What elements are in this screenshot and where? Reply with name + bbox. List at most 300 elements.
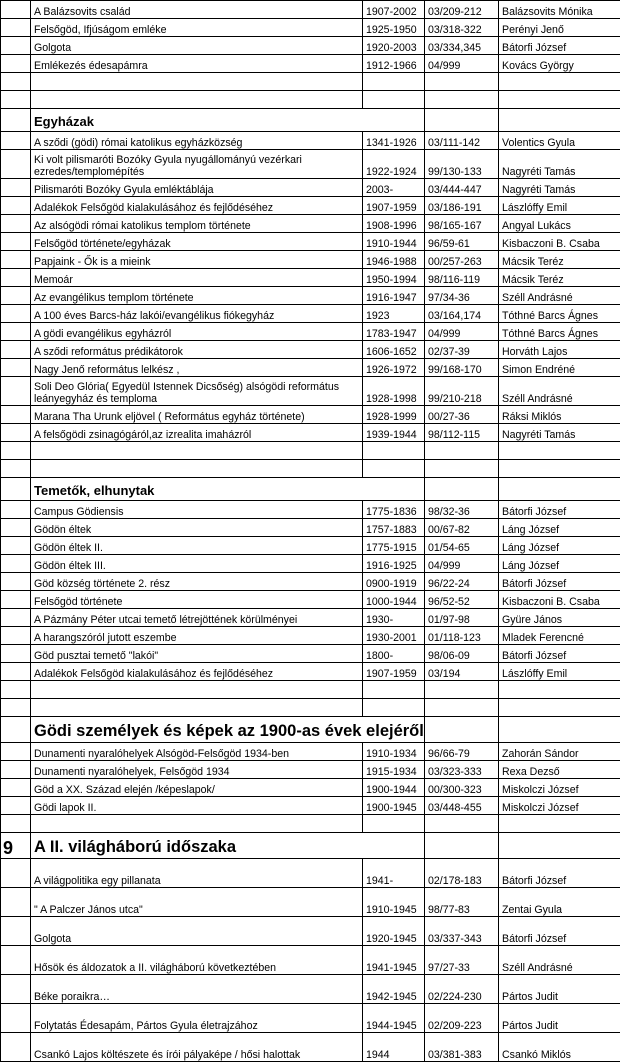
row-number-cell (1, 743, 31, 761)
article-title: Campus Gödiensis (31, 501, 363, 519)
article-years: 1930- (363, 609, 425, 627)
empty-cell (425, 681, 499, 699)
empty-cell (363, 681, 425, 699)
table-row (1, 779, 620, 797)
article-years: 1907-1959 (363, 197, 425, 215)
empty-cell (31, 699, 363, 717)
article-author: Gyüre János (499, 609, 620, 627)
row-number-cell (1, 305, 31, 323)
article-reference: 02/37-39 (425, 341, 499, 359)
article-years: 1942-1945 (363, 975, 425, 1004)
empty-cell (363, 91, 425, 109)
section-heading: A II. világháború időszaka (31, 833, 425, 859)
article-reference: 99/130-133 (425, 150, 499, 179)
row-number-cell (1, 627, 31, 645)
article-reference: 03/164,174 (425, 305, 499, 323)
article-years: 1908-1996 (363, 215, 425, 233)
row-number-cell (1, 888, 31, 917)
row-number-cell (1, 797, 31, 815)
table-row (1, 179, 620, 197)
article-title: A gödi evangélikus egyházról (31, 323, 363, 341)
article-title: Emlékezés édesapámra (31, 55, 363, 73)
row-number-cell (1, 975, 31, 1004)
table-row (1, 269, 620, 287)
row-number-cell (1, 761, 31, 779)
article-author: Simon Endréné (499, 359, 620, 377)
article-title: Felsőgöd története (31, 591, 363, 609)
empty-cell (31, 460, 363, 478)
article-title: Az alsógödi római katolikus templom története (31, 215, 363, 233)
empty-cell (425, 815, 499, 833)
article-years: 1916-1947 (363, 287, 425, 305)
article-author: Pártos Judit (499, 1004, 620, 1033)
article-reference: 01/118-123 (425, 627, 499, 645)
article-author: Rexa Dezső (499, 761, 620, 779)
table-row (1, 197, 620, 215)
article-years: 1928-1999 (363, 406, 425, 424)
empty-cell (499, 699, 620, 717)
article-author: Miskolczi József (499, 797, 620, 815)
row-number-cell (1, 179, 31, 197)
article-title: Göd a XX. Század elején /képeslapok/ (31, 779, 363, 797)
article-reference: 03/209-212 (425, 1, 499, 19)
empty-cell (363, 442, 425, 460)
article-title: Marana Tha Urunk eljövel ( Református egyház története) (31, 406, 363, 424)
article-title: Göd pusztai temető "lakói" (31, 645, 363, 663)
article-title: Ki volt pilismaróti Bozóky Gyula nyugállományú vezérkari ezredes/templomépítés (31, 150, 363, 179)
article-years: 1944 (363, 1033, 425, 1062)
table-row (1, 19, 620, 37)
article-title: " A Palczer János utca" (31, 888, 363, 917)
article-reference: 03/323-333 (425, 761, 499, 779)
article-reference: 03/186-191 (425, 197, 499, 215)
article-title: Hősök és áldozatok a II. világháború következtében (31, 946, 363, 975)
article-title: Pilismaróti Bozóky Gyula emléktáblája (31, 179, 363, 197)
row-number-cell (1, 1033, 31, 1062)
empty-cell (1, 815, 31, 833)
empty-cell (31, 442, 363, 460)
empty-cell (1, 460, 31, 478)
article-author: Széll Andrásné (499, 946, 620, 975)
article-years: 1606-1652 (363, 341, 425, 359)
row-number-cell (1, 609, 31, 627)
article-author: Ráksi Miklós (499, 406, 620, 424)
blank-row (1, 73, 620, 91)
table-row (1, 359, 620, 377)
article-years: 0900-1919 (363, 573, 425, 591)
row-number-cell (1, 663, 31, 681)
article-author: Bátorfi József (499, 645, 620, 663)
table-row (1, 1004, 620, 1033)
article-years: 1915-1934 (363, 761, 425, 779)
row-number-cell (1, 323, 31, 341)
article-author: Kisbaczoni B. Csaba (499, 591, 620, 609)
table-row (1, 305, 620, 323)
empty-cell (1, 681, 31, 699)
article-reference: 04/999 (425, 555, 499, 573)
empty-cell (499, 717, 620, 743)
article-author: Zentai Gyula (499, 888, 620, 917)
table-row (1, 797, 620, 815)
row-number-cell (1, 406, 31, 424)
article-reference: 98/06-09 (425, 645, 499, 663)
empty-cell (425, 699, 499, 717)
article-author: Nagyréti Tamás (499, 150, 620, 179)
article-years: 1775-1915 (363, 537, 425, 555)
article-title: A 100 éves Barcs-ház lakói/evangélikus fiókegyház (31, 305, 363, 323)
empty-cell (425, 717, 499, 743)
article-title: Göd község története 2. rész (31, 573, 363, 591)
article-author: Tóthné Barcs Ágnes (499, 323, 620, 341)
section-heading-row (1, 833, 620, 859)
article-author: Miskolczi József (499, 779, 620, 797)
article-reference: 00/67-82 (425, 519, 499, 537)
article-reference: 97/27-33 (425, 946, 499, 975)
table-row (1, 591, 620, 609)
article-years: 1000-1944 (363, 591, 425, 609)
row-number-cell (1, 37, 31, 55)
empty-cell (1, 699, 31, 717)
article-author: Bátorfi József (499, 37, 620, 55)
table-row (1, 859, 620, 888)
article-author: Kisbaczoni B. Csaba (499, 233, 620, 251)
row-number-cell (1, 424, 31, 442)
section-heading: Temetők, elhunytak (31, 478, 425, 501)
article-title: Gödön éltek III. (31, 555, 363, 573)
article-years: 1900-1945 (363, 797, 425, 815)
row-number-cell (1, 19, 31, 37)
article-years: 1941-1945 (363, 946, 425, 975)
empty-cell (31, 73, 363, 91)
row-number-cell (1, 359, 31, 377)
article-reference: 96/52-52 (425, 591, 499, 609)
article-years: 1912-1966 (363, 55, 425, 73)
article-reference: 03/337-343 (425, 917, 499, 946)
row-number-cell (1, 377, 31, 406)
row-number-cell (1, 555, 31, 573)
article-years: 1920-2003 (363, 37, 425, 55)
table-row (1, 251, 620, 269)
empty-cell (425, 833, 499, 859)
section-number: 9 (1, 833, 31, 859)
article-title: A világpolitika egy pillanata (31, 859, 363, 888)
article-title: Folytatás Édesapám, Pártos Gyula életrajzához (31, 1004, 363, 1033)
article-author: Volentics Gyula (499, 132, 620, 150)
article-title: A Pázmány Péter utcai temető létrejöttének körülményei (31, 609, 363, 627)
article-years: 1946-1988 (363, 251, 425, 269)
article-title: Nagy Jenő református lelkész , (31, 359, 363, 377)
row-number-cell (1, 779, 31, 797)
article-years: 1944-1945 (363, 1004, 425, 1033)
article-reference: 03/381-383 (425, 1033, 499, 1062)
article-author: Balázsovits Mónika (499, 1, 620, 19)
article-reference: 98/32-36 (425, 501, 499, 519)
table-row (1, 1, 620, 19)
row-number-cell (1, 215, 31, 233)
article-author: Mácsik Teréz (499, 269, 620, 287)
article-author: Bátorfi József (499, 501, 620, 519)
article-title: Soli Deo Glória( Egyedül Istennek Dicsőség) alsógödi református leányegyház és temploma (31, 377, 363, 406)
table-row (1, 743, 620, 761)
article-title: Memoár (31, 269, 363, 287)
table-row (1, 609, 620, 627)
empty-cell (363, 460, 425, 478)
article-title: Felsőgöd, Ifjúságom emléke (31, 19, 363, 37)
article-years: 1800- (363, 645, 425, 663)
article-author: Láng József (499, 555, 620, 573)
blank-row (1, 681, 620, 699)
article-author: Pártos Judit (499, 975, 620, 1004)
article-years: 1916-1925 (363, 555, 425, 573)
table-row (1, 501, 620, 519)
article-author: Széll Andrásné (499, 377, 620, 406)
table-row (1, 37, 620, 55)
empty-cell (499, 91, 620, 109)
table-row (1, 323, 620, 341)
article-reference: 96/59-61 (425, 233, 499, 251)
article-author: Bátorfi József (499, 917, 620, 946)
table-row (1, 946, 620, 975)
row-number-cell (1, 1, 31, 19)
article-years: 1923 (363, 305, 425, 323)
row-number-cell (1, 501, 31, 519)
table-row (1, 645, 620, 663)
row-number-cell (1, 1004, 31, 1033)
article-title: A sződi (gödi) római katolikus egyházközség (31, 132, 363, 150)
table-row (1, 537, 620, 555)
article-author: Nagyréti Tamás (499, 179, 620, 197)
empty-cell (425, 460, 499, 478)
row-number-cell (1, 591, 31, 609)
table-row (1, 424, 620, 442)
article-title: A Balázsovits család (31, 1, 363, 19)
article-years: 1341-1926 (363, 132, 425, 150)
row-number-cell (1, 251, 31, 269)
article-years: 2003- (363, 179, 425, 197)
article-reference: 98/116-119 (425, 269, 499, 287)
article-title: A sződi református prédikátorok (31, 341, 363, 359)
empty-cell (363, 699, 425, 717)
article-reference: 00/27-36 (425, 406, 499, 424)
article-author: Bátorfi József (499, 573, 620, 591)
empty-cell (499, 73, 620, 91)
article-years: 1925-1950 (363, 19, 425, 37)
empty-cell (499, 109, 620, 132)
article-author: Kovács György (499, 55, 620, 73)
article-author: Lászlóffy Emil (499, 197, 620, 215)
table-row (1, 1033, 620, 1062)
row-number-cell (1, 519, 31, 537)
article-years: 1910-1945 (363, 888, 425, 917)
article-title: Felsőgöd története/egyházak (31, 233, 363, 251)
article-reference: 04/999 (425, 323, 499, 341)
section-heading: Egyházak (31, 109, 425, 132)
article-author: Lászlóffy Emil (499, 663, 620, 681)
table-row (1, 917, 620, 946)
article-title: Gödön éltek (31, 519, 363, 537)
empty-cell (425, 73, 499, 91)
section-heading: Gödi személyek és képek az 1900-as évek elejéről (31, 717, 425, 743)
row-number-cell (1, 341, 31, 359)
article-reference: 99/210-218 (425, 377, 499, 406)
article-author: Zahorán Sándor (499, 743, 620, 761)
empty-cell (1, 91, 31, 109)
article-author: Perényi Jenő (499, 19, 620, 37)
article-years: 1910-1944 (363, 233, 425, 251)
table-row (1, 233, 620, 251)
row-number-cell (1, 645, 31, 663)
article-years: 1950-1994 (363, 269, 425, 287)
row-number-cell (1, 917, 31, 946)
table-row (1, 406, 620, 424)
empty-cell (1, 73, 31, 91)
article-reference: 02/209-223 (425, 1004, 499, 1033)
section-heading-row (1, 717, 620, 743)
article-reference: 03/448-455 (425, 797, 499, 815)
empty-cell (363, 73, 425, 91)
article-years: 1930-2001 (363, 627, 425, 645)
article-reference: 98/165-167 (425, 215, 499, 233)
section-heading-row (1, 109, 620, 132)
article-author: Horváth Lajos (499, 341, 620, 359)
blank-row (1, 815, 620, 833)
article-author: Bátorfi József (499, 859, 620, 888)
table-row (1, 132, 620, 150)
article-title: Gödön éltek II. (31, 537, 363, 555)
article-title: Béke poraikra… (31, 975, 363, 1004)
empty-cell (499, 460, 620, 478)
article-reference: 02/178-183 (425, 859, 499, 888)
article-title: Golgota (31, 37, 363, 55)
section-number (1, 717, 31, 743)
empty-cell (425, 478, 499, 501)
row-number-cell (1, 233, 31, 251)
empty-cell (499, 815, 620, 833)
empty-cell (1, 442, 31, 460)
section-number (1, 478, 31, 501)
article-reference: 03/444-447 (425, 179, 499, 197)
section-number (1, 109, 31, 132)
article-reference: 00/257-263 (425, 251, 499, 269)
table-row (1, 150, 620, 179)
empty-cell (31, 681, 363, 699)
article-years: 1920-1945 (363, 917, 425, 946)
article-title: Csankó Lajos költészete és írói pályaképe / hősi halottak (31, 1033, 363, 1062)
article-reference: 99/168-170 (425, 359, 499, 377)
section-heading-row (1, 478, 620, 501)
article-title: Az evangélikus templom története (31, 287, 363, 305)
table-row (1, 573, 620, 591)
empty-cell (425, 109, 499, 132)
empty-cell (31, 815, 363, 833)
table-row (1, 761, 620, 779)
table-row (1, 555, 620, 573)
article-author: Mladek Ferencné (499, 627, 620, 645)
article-reference: 03/334,345 (425, 37, 499, 55)
table-row (1, 519, 620, 537)
article-years: 1926-1972 (363, 359, 425, 377)
article-author: Láng József (499, 519, 620, 537)
blank-row (1, 699, 620, 717)
empty-cell (31, 91, 363, 109)
article-title: Golgota (31, 917, 363, 946)
article-years: 1907-2002 (363, 1, 425, 19)
article-title: A harangszóról jutott eszembe (31, 627, 363, 645)
table-row (1, 888, 620, 917)
article-author: Tóthné Barcs Ágnes (499, 305, 620, 323)
row-number-cell (1, 946, 31, 975)
article-title: A felsőgödi zsinagógáról,az izrealita imaházról (31, 424, 363, 442)
article-reference: 03/111-142 (425, 132, 499, 150)
row-number-cell (1, 573, 31, 591)
empty-cell (499, 478, 620, 501)
article-reference: 00/300-323 (425, 779, 499, 797)
article-author: Széll Andrásné (499, 287, 620, 305)
row-number-cell (1, 537, 31, 555)
article-author: Nagyréti Tamás (499, 424, 620, 442)
article-reference: 01/97-98 (425, 609, 499, 627)
table-row (1, 663, 620, 681)
article-title: Dunamenti nyaralóhelyek Alsógöd-Felsőgöd 1934-ben (31, 743, 363, 761)
table-row (1, 975, 620, 1004)
empty-cell (425, 91, 499, 109)
empty-cell (499, 442, 620, 460)
article-reference: 98/112-115 (425, 424, 499, 442)
article-reference: 03/194 (425, 663, 499, 681)
article-reference: 97/34-36 (425, 287, 499, 305)
row-number-cell (1, 197, 31, 215)
article-years: 1757-1883 (363, 519, 425, 537)
empty-cell (499, 833, 620, 859)
row-number-cell (1, 287, 31, 305)
blank-row (1, 91, 620, 109)
table-row (1, 627, 620, 645)
blank-row (1, 442, 620, 460)
article-reference: 01/54-65 (425, 537, 499, 555)
article-author: Csankó Miklós (499, 1033, 620, 1062)
table-row (1, 287, 620, 305)
table-body (1, 1, 620, 1062)
article-years: 1783-1947 (363, 323, 425, 341)
article-reference: 03/318-322 (425, 19, 499, 37)
table-row (1, 377, 620, 406)
article-years: 1941- (363, 859, 425, 888)
article-years: 1775-1836 (363, 501, 425, 519)
article-years: 1922-1924 (363, 150, 425, 179)
article-years: 1907-1959 (363, 663, 425, 681)
row-number-cell (1, 55, 31, 73)
article-author: Mácsik Teréz (499, 251, 620, 269)
article-years: 1928-1998 (363, 377, 425, 406)
row-number-cell (1, 132, 31, 150)
table-row (1, 215, 620, 233)
article-years: 1939-1944 (363, 424, 425, 442)
article-reference: 96/66-79 (425, 743, 499, 761)
article-author: Láng József (499, 537, 620, 555)
article-reference: 04/999 (425, 55, 499, 73)
article-reference: 02/224-230 (425, 975, 499, 1004)
empty-cell (499, 681, 620, 699)
row-number-cell (1, 859, 31, 888)
article-title: Adalékok Felsőgöd kialakulásához és fejlődéséhez (31, 663, 363, 681)
row-number-cell (1, 269, 31, 287)
article-title: Papjaink - Ők is a mieink (31, 251, 363, 269)
article-reference: 98/77-83 (425, 888, 499, 917)
blank-row (1, 460, 620, 478)
table-row (1, 341, 620, 359)
article-reference: 96/22-24 (425, 573, 499, 591)
empty-cell (363, 815, 425, 833)
